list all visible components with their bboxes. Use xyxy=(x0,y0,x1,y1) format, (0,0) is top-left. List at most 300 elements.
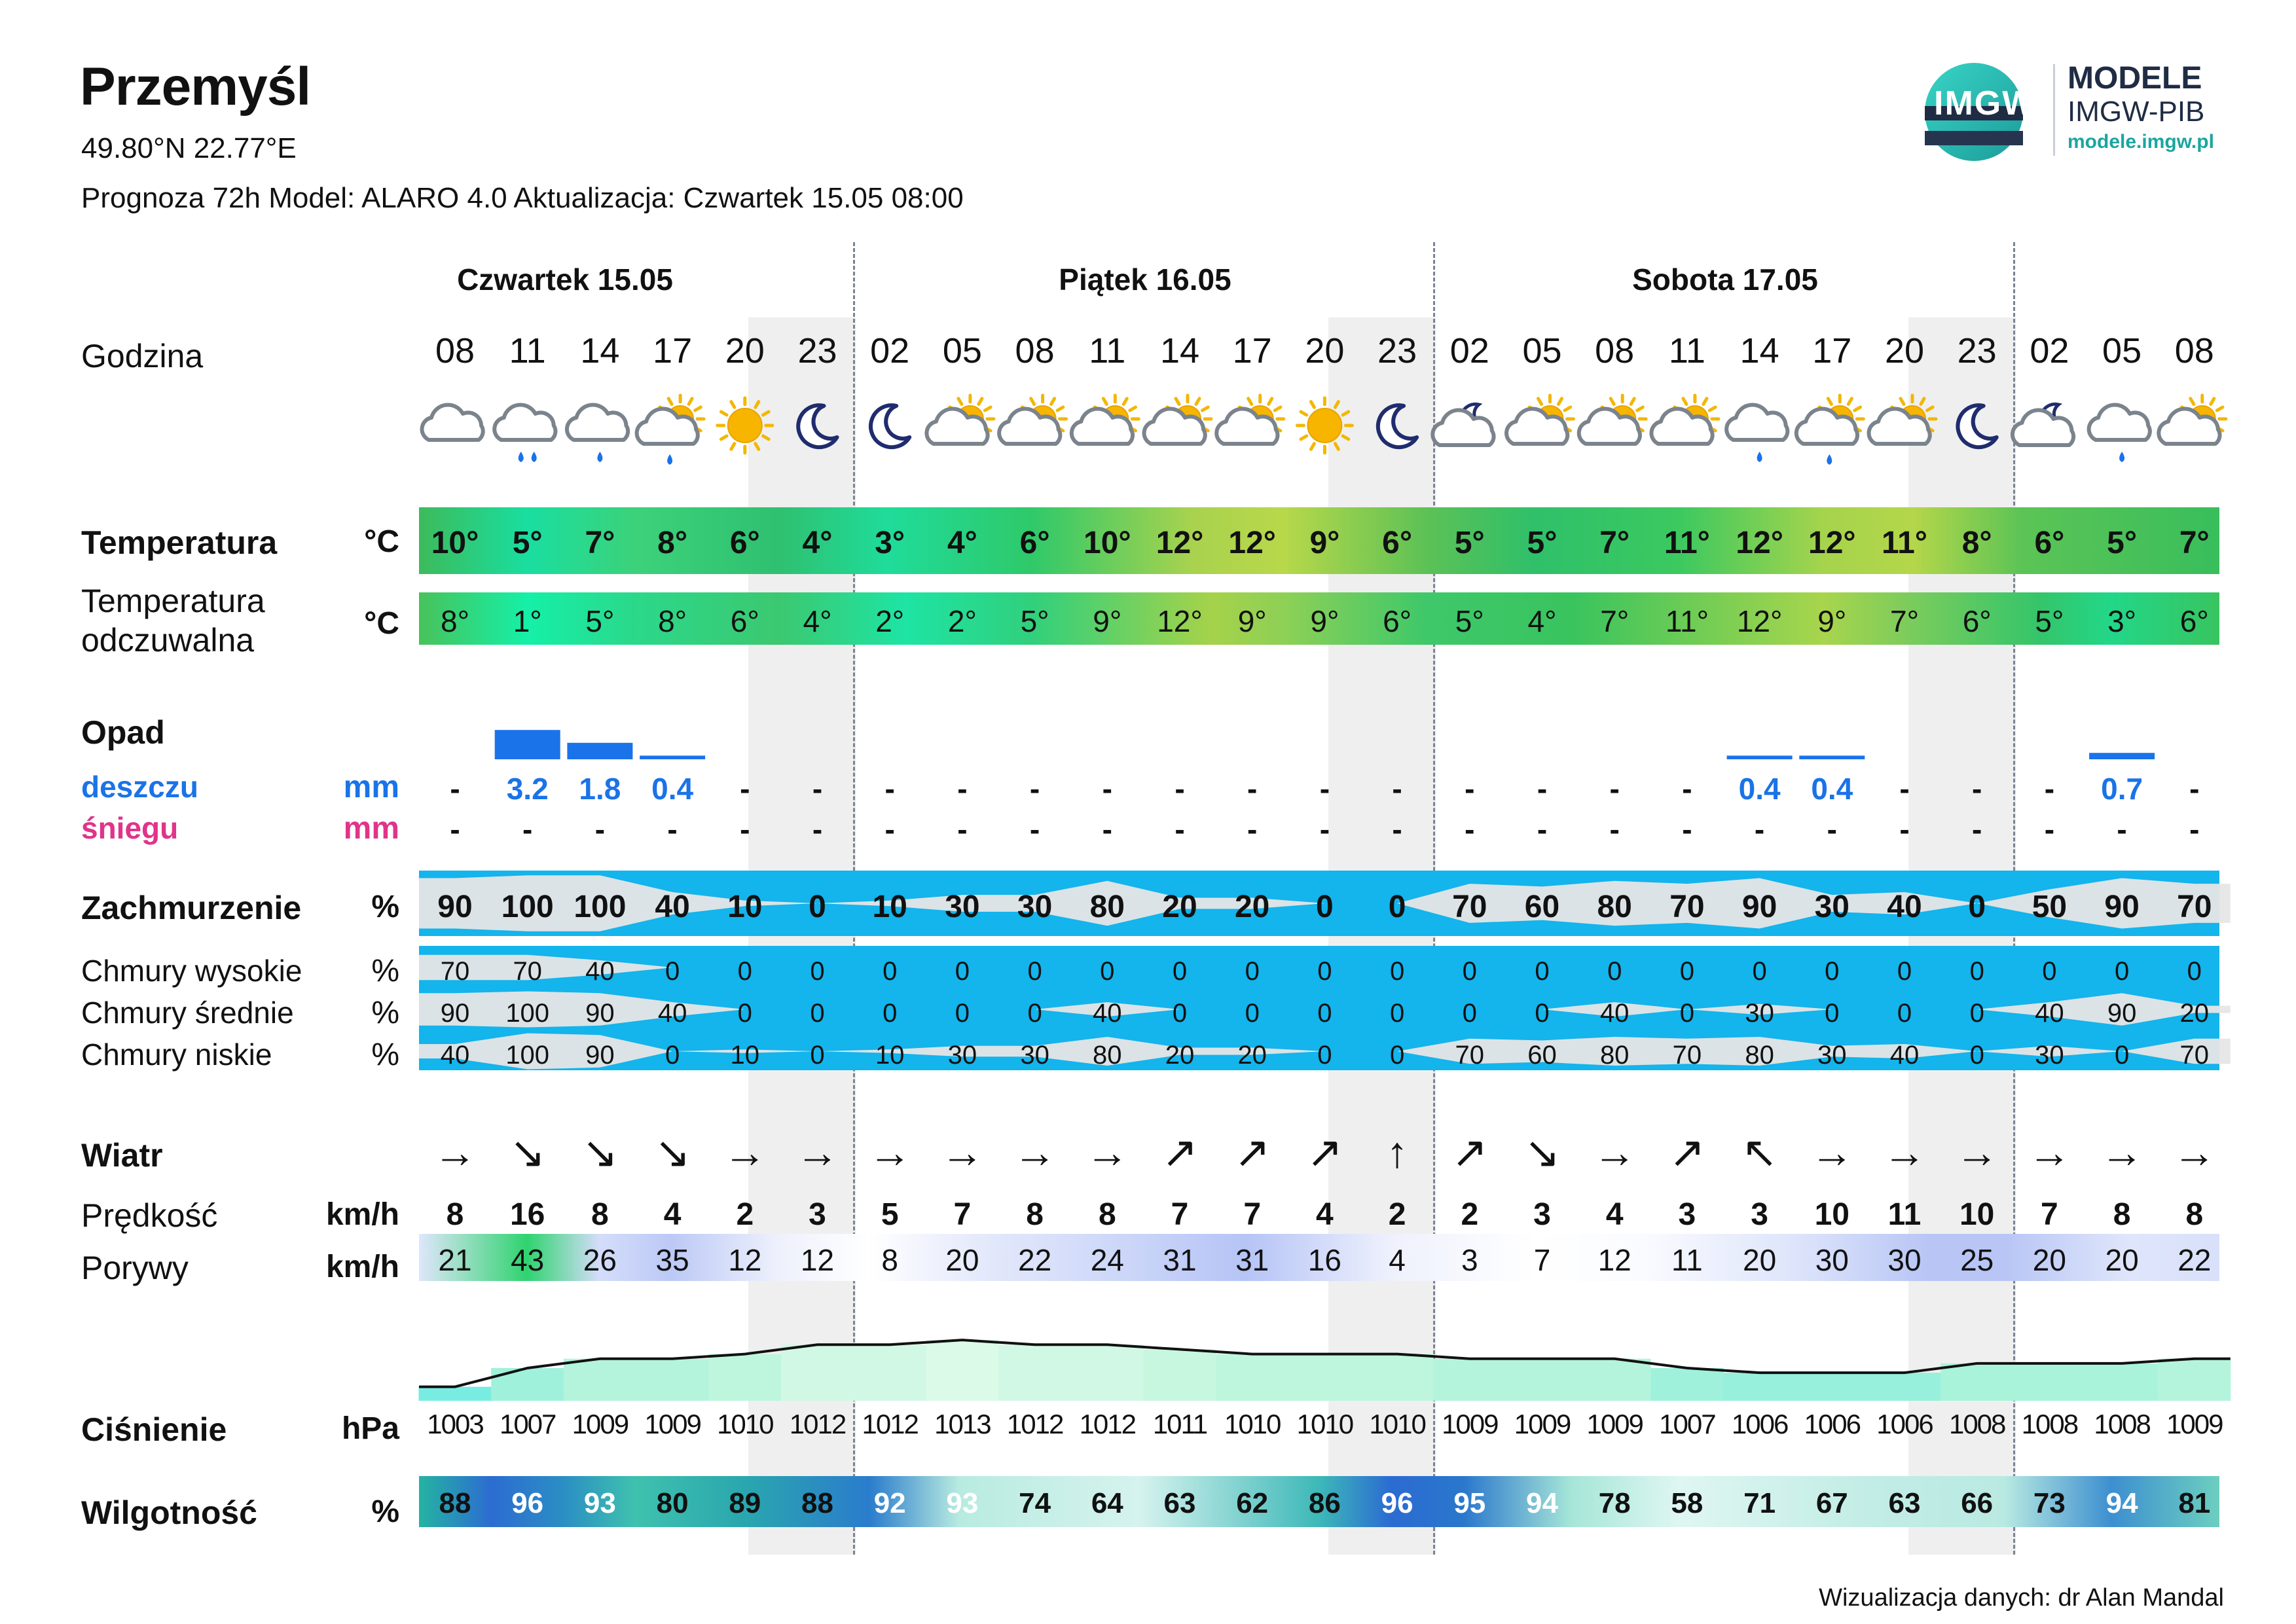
wind-arrow: ↘ xyxy=(1523,1128,1561,1176)
gust-cell: 35 xyxy=(655,1243,689,1277)
wind-speed-cell: 5 xyxy=(881,1197,899,1232)
label-hour: Godzina xyxy=(81,338,204,374)
temperature-cell: 12° xyxy=(1808,526,1856,560)
hour-cell: 05 xyxy=(2102,331,2142,370)
snow-cell: - xyxy=(522,812,533,846)
wind-arrow: → xyxy=(2172,1128,2216,1176)
label-pressure: Ciśnienie xyxy=(81,1411,227,1448)
day-header-thursday: Czwartek 15.05 xyxy=(457,262,673,297)
wind-arrow: → xyxy=(868,1128,912,1176)
cloud-high-cell: 40 xyxy=(585,957,615,986)
feels-like-cell: 5° xyxy=(1455,604,1484,638)
wind-speed-cell: 4 xyxy=(1316,1197,1334,1232)
temperature-cell: 7° xyxy=(585,526,615,560)
cloud-total-cell: 100 xyxy=(501,890,554,924)
unit-cloud-mid: % xyxy=(371,996,399,1030)
feels-like-cell: 6° xyxy=(2179,604,2209,638)
feels-like-cell: 3° xyxy=(2107,604,2137,638)
moon-icon xyxy=(798,405,837,447)
snow-cell: - xyxy=(1029,812,1040,846)
humidity-cell: 93 xyxy=(946,1487,979,1519)
footer-credit: Wizualizacja danych: dr Alan Mandal xyxy=(1819,1584,2224,1612)
cloud-mid-cell: 0 xyxy=(1245,999,1260,1028)
pressure-area xyxy=(998,1344,1071,1401)
pressure-cell: 1008 xyxy=(2021,1409,2078,1439)
cloud-total-cell: 20 xyxy=(1162,890,1197,924)
hour-cell: 14 xyxy=(1159,331,1200,370)
cloud-total-cell: 0 xyxy=(1968,890,1986,924)
pressure-cell: 1010 xyxy=(1369,1409,1425,1439)
temperature-cell: 6° xyxy=(1019,526,1050,560)
humidity-cell: 95 xyxy=(1453,1487,1486,1519)
wind-speed-cell: 7 xyxy=(2041,1197,2058,1232)
snow-cell: - xyxy=(1319,812,1330,846)
gust-cell: 30 xyxy=(1815,1243,1849,1277)
location-title: Przemyśl xyxy=(80,57,311,117)
pressure-area xyxy=(926,1340,998,1401)
cloud-low-cell: 80 xyxy=(1745,1041,1774,1070)
wind-speed-cell: 2 xyxy=(736,1197,754,1232)
temperature-cell: 7° xyxy=(2179,526,2210,560)
cloud-high-cell: 0 xyxy=(955,957,970,986)
cloud-total-cell: 60 xyxy=(1524,890,1560,924)
hour-cell: 23 xyxy=(1377,331,1417,370)
wind-arrow: → xyxy=(2100,1128,2144,1176)
humidity-cell: 58 xyxy=(1671,1487,1704,1519)
cloud-total-cell: 90 xyxy=(2104,890,2140,924)
cloud-total-cell: 0 xyxy=(1388,890,1406,924)
gust-cell: 12 xyxy=(1597,1243,1631,1277)
sun-cloud-icon xyxy=(1579,395,1646,444)
hour-cell: 17 xyxy=(1812,331,1852,370)
humidity-cell: 94 xyxy=(1526,1487,1558,1519)
snow-cell: - xyxy=(1827,812,1837,846)
humidity-cell: 88 xyxy=(439,1487,471,1519)
pressure-area xyxy=(1578,1359,1651,1401)
wind-speed-cell: 10 xyxy=(1959,1197,1995,1232)
cloud-mid-cell: 0 xyxy=(810,999,825,1028)
hour-cell: 08 xyxy=(1595,331,1635,370)
gust-cell: 16 xyxy=(1307,1243,1341,1277)
snow-cell: - xyxy=(957,812,968,846)
cloud-mid-cell: 0 xyxy=(1825,999,1840,1028)
gust-cell: 31 xyxy=(1163,1243,1197,1277)
temperature-cell: 4° xyxy=(947,526,977,560)
cloud-icon xyxy=(422,405,483,440)
rain-cell: - xyxy=(740,772,750,806)
unit-cloud-high: % xyxy=(371,954,399,988)
gust-cell: 22 xyxy=(1018,1243,1052,1277)
wind-arrow: ↘ xyxy=(581,1128,619,1176)
humidity-cell: 71 xyxy=(1743,1487,1776,1519)
hour-cell: 14 xyxy=(580,331,620,370)
unit-snow: mm xyxy=(343,811,399,846)
temperature-cell: 10° xyxy=(431,526,479,560)
pressure-cell: 1010 xyxy=(1296,1409,1353,1439)
cloud-high-cell: 70 xyxy=(440,957,470,986)
unit-gust: km/h xyxy=(325,1250,399,1284)
cloud-mid-cell: 0 xyxy=(1172,999,1188,1028)
rain-cell: - xyxy=(1319,772,1330,806)
temperature-cell: 12° xyxy=(1228,526,1276,560)
label-feels-like: Temperatura odczuwalna xyxy=(81,583,265,659)
temperature-cell: 12° xyxy=(1736,526,1783,560)
cloud-mid-cell: 0 xyxy=(1535,999,1550,1028)
temperature-cell: 9° xyxy=(1309,526,1340,560)
gust-cell: 31 xyxy=(1235,1243,1269,1277)
hour-cell: 23 xyxy=(797,331,837,370)
cloud-mid-cell: 0 xyxy=(1679,999,1695,1028)
humidity-cell: 88 xyxy=(801,1487,833,1519)
temperature-cell: 5° xyxy=(1527,526,1558,560)
wind-arrow: ↗ xyxy=(1161,1128,1198,1176)
cloud-high-cell: 0 xyxy=(1679,957,1695,986)
cloud-low-cell: 0 xyxy=(810,1041,825,1070)
humidity-cell: 96 xyxy=(1381,1487,1413,1519)
cloud-mid-cell: 0 xyxy=(1897,999,1912,1028)
hour-cell: 02 xyxy=(870,331,910,370)
pressure-cell: 1006 xyxy=(1876,1409,1933,1439)
gust-cell: 20 xyxy=(2105,1243,2139,1277)
weather-icons-layer xyxy=(422,395,2226,465)
sun-icon xyxy=(718,398,773,453)
forecast-meta: Prognoza 72h Model: ALARO 4.0 Aktualizacja: Czwartek 15.05 08:00 xyxy=(81,182,964,214)
pressure-area xyxy=(2013,1363,2086,1401)
cloud-low-cell: 30 xyxy=(1817,1041,1847,1070)
rain-cell: - xyxy=(812,772,823,806)
sun-cloud-icon xyxy=(1144,395,1211,444)
label-temperature: Temperatura xyxy=(81,524,278,561)
feels-like-cell: 5° xyxy=(1020,604,1049,638)
rain-bar xyxy=(1799,755,1865,759)
rain-cell: 0.4 xyxy=(1738,772,1781,806)
hour-cell: 14 xyxy=(1740,331,1779,370)
snow-cell: - xyxy=(1609,812,1620,846)
cloud-low-cell: 0 xyxy=(665,1041,680,1070)
wind-speed-cell: 2 xyxy=(1388,1197,1406,1232)
cloud-high-cell: 0 xyxy=(1825,957,1840,986)
hour-cell: 20 xyxy=(1305,331,1345,370)
cloud-low-cell: 70 xyxy=(1455,1041,1485,1070)
snow-cell: - xyxy=(1465,812,1475,846)
pressure-area xyxy=(419,1387,492,1401)
snow-cell: - xyxy=(1682,812,1692,846)
gust-cell: 12 xyxy=(728,1243,762,1277)
cloud-total-cell: 30 xyxy=(1814,890,1850,924)
cloud-high-cell: 0 xyxy=(665,957,680,986)
cloud-total-cell: 80 xyxy=(1597,890,1632,924)
wind-arrow: ↘ xyxy=(654,1128,691,1176)
label-rain: deszczu xyxy=(81,770,198,804)
cloud-low-cell: 80 xyxy=(1599,1041,1630,1070)
hour-cell: 02 xyxy=(2030,331,2069,370)
cloud-low-cell: 0 xyxy=(2114,1041,2130,1070)
rain-cell: - xyxy=(2044,772,2055,806)
gust-cell: 22 xyxy=(2178,1243,2212,1277)
moon-icon xyxy=(1958,405,1996,447)
wind-speed-cell: 8 xyxy=(591,1197,609,1232)
hour-cell: 05 xyxy=(1522,331,1562,370)
cloud-total-cell: 70 xyxy=(1669,890,1705,924)
hour-cell: 05 xyxy=(942,331,982,370)
humidity-cell: 78 xyxy=(1598,1487,1631,1519)
sun-cloud-icon xyxy=(926,395,993,444)
cloud-high-cell: 0 xyxy=(1245,957,1260,986)
sun-cloud-icon xyxy=(999,395,1066,444)
humidity-cell: 89 xyxy=(729,1487,761,1519)
wind-speed-cell: 8 xyxy=(446,1197,464,1232)
cloud-total-cell: 80 xyxy=(1089,890,1125,924)
feels-like-cell: 2° xyxy=(947,604,977,638)
humidity-cell: 74 xyxy=(1019,1487,1051,1519)
wind-speed-cell: 3 xyxy=(1678,1197,1696,1232)
gust-cell: 11 xyxy=(1671,1243,1703,1277)
snow-cell: - xyxy=(1247,812,1258,846)
feels-like-cell: 4° xyxy=(1527,604,1557,638)
gust-cell: 20 xyxy=(1743,1243,1777,1277)
temperature-cell: 5° xyxy=(2107,526,2138,560)
pressure-cell: 1009 xyxy=(1514,1409,1571,1439)
snow-cell: - xyxy=(884,812,895,846)
humidity-cell: 93 xyxy=(583,1487,616,1519)
cloud-high-cell: 0 xyxy=(2114,957,2130,986)
rain-cell: - xyxy=(1465,772,1475,806)
wind-speed-cell: 7 xyxy=(953,1197,972,1232)
cloud-total-cell: 20 xyxy=(1234,890,1270,924)
feels-like-cell: 11° xyxy=(1665,604,1709,638)
pressure-cell: 1006 xyxy=(1731,1409,1788,1439)
cloud-low-cell: 10 xyxy=(875,1041,905,1070)
wind-arrow: ↘ xyxy=(509,1128,546,1176)
humidity-cell: 73 xyxy=(2033,1487,2066,1519)
snow-cell: - xyxy=(1102,812,1112,846)
humidity-cell: 81 xyxy=(2178,1487,2211,1519)
rain-cell: 0.4 xyxy=(1811,772,1853,806)
unit-speed: km/h xyxy=(325,1197,399,1232)
cloud-high-cell: 0 xyxy=(810,957,825,986)
cloud-high-cell: 0 xyxy=(737,957,752,986)
label-gust: Porywy xyxy=(81,1250,189,1286)
pressure-chart-layer xyxy=(419,1340,2231,1401)
unit-cloud: % xyxy=(371,890,399,924)
humidity-cell: 67 xyxy=(1815,1487,1848,1519)
feels-like-cell: 7° xyxy=(1890,604,1919,638)
pressure-area xyxy=(1650,1368,1723,1401)
snow-cell: - xyxy=(594,812,606,846)
humidity-cell: 80 xyxy=(656,1487,689,1519)
pressure-cell: 1013 xyxy=(934,1409,991,1439)
pressure-area xyxy=(1144,1349,1216,1401)
cloud-low-cell: 30 xyxy=(2035,1041,2064,1070)
rain-cell: - xyxy=(1029,772,1040,806)
rain-cell: - xyxy=(1899,772,1910,806)
pressure-cell: 1008 xyxy=(2094,1409,2150,1439)
cloud-low-cell: 90 xyxy=(585,1041,615,1070)
wind-arrow: → xyxy=(1085,1128,1129,1176)
snow-cell: - xyxy=(1537,812,1548,846)
sun-cloud-icon xyxy=(1072,395,1139,444)
cloud-total-cell: 0 xyxy=(1316,890,1334,924)
humidity-cell: 94 xyxy=(2105,1487,2138,1519)
cloud-low-cell: 60 xyxy=(1527,1041,1557,1070)
hour-cell: 11 xyxy=(509,331,546,370)
cloud-mid-cell: 40 xyxy=(657,999,687,1028)
cloud-total-cell: 30 xyxy=(1017,890,1053,924)
rain-cell: - xyxy=(2189,772,2200,806)
cloud-mid-cell: 0 xyxy=(1317,999,1332,1028)
rain-bar xyxy=(495,730,560,759)
cloud-low-cell: 0 xyxy=(1317,1041,1332,1070)
cloud-high-cell: 0 xyxy=(1607,957,1622,986)
snow-cell: - xyxy=(1392,812,1402,846)
wind-arrow: → xyxy=(1883,1128,1926,1176)
rain-cell: - xyxy=(1175,772,1185,806)
moon-icon xyxy=(1378,405,1417,447)
unit-temperature: °C xyxy=(364,524,399,559)
pressure-cell: 1010 xyxy=(717,1409,773,1439)
pressure-cell: 1009 xyxy=(2166,1409,2223,1439)
hour-cell: 11 xyxy=(1089,331,1126,370)
feels-like-cell: 6° xyxy=(1383,604,1412,638)
rain-cell: - xyxy=(1102,772,1112,806)
pressure-cell: 1007 xyxy=(499,1409,556,1439)
humidity-cell: 63 xyxy=(1163,1487,1196,1519)
cloud-mid-cell: 40 xyxy=(1093,999,1122,1028)
cloud-low-cell: 70 xyxy=(1672,1041,1702,1070)
rain-cell: - xyxy=(1537,772,1548,806)
rain-cell: - xyxy=(450,772,460,806)
pressure-cell: 1012 xyxy=(1079,1409,1136,1439)
wind-arrow: ↗ xyxy=(1451,1128,1488,1176)
sun-cloud-icon xyxy=(1869,395,1936,444)
temperature-cell: 6° xyxy=(1382,526,1413,560)
temperature-cell: 5° xyxy=(512,526,543,560)
cloud-mid-cell: 30 xyxy=(1745,999,1774,1028)
cloud-total-cell: 70 xyxy=(1452,890,1487,924)
wind-arrow: → xyxy=(1810,1128,1854,1176)
rain-cell: - xyxy=(1247,772,1258,806)
rain-cell: - xyxy=(1972,772,1982,806)
cloud-low-cell: 30 xyxy=(947,1041,977,1070)
cloud-rain-icon xyxy=(567,405,628,462)
cloud-high-cell: 0 xyxy=(2042,957,2057,986)
cloud-mid-cell: 0 xyxy=(1462,999,1477,1028)
pressure-cell: 1009 xyxy=(644,1409,701,1439)
label-cloud-low: Chmury niskie xyxy=(81,1038,272,1072)
temperature-cell: 4° xyxy=(802,526,833,560)
cloud-total-cell: 40 xyxy=(655,890,690,924)
cloud-total-cell: 10 xyxy=(872,890,907,924)
wind-speed-cell: 8 xyxy=(1026,1197,1044,1232)
feels-like-cell: 12° xyxy=(1736,604,1783,638)
wind-arrow: → xyxy=(1013,1128,1057,1176)
rain-bar xyxy=(640,755,705,759)
cloud-total-cell: 50 xyxy=(2032,890,2068,924)
feels-like-cell: 9° xyxy=(1310,604,1339,638)
wind-arrow: → xyxy=(433,1128,477,1176)
cloud-high-cell: 0 xyxy=(1317,957,1332,986)
cloud-total-cell: 70 xyxy=(2177,890,2212,924)
cloud-low-cell: 70 xyxy=(2179,1041,2210,1070)
unit-rain: mm xyxy=(343,770,399,804)
cloud-mid-cell: 0 xyxy=(1027,999,1042,1028)
logo-url[interactable]: modele.imgw.pl xyxy=(2068,131,2214,153)
gust-cell: 30 xyxy=(1887,1243,1922,1277)
pressure-area xyxy=(1361,1354,1434,1401)
cloud-total-cell: 100 xyxy=(574,890,627,924)
cloud-low-cell: 40 xyxy=(1889,1041,1920,1070)
sun-icon xyxy=(1297,398,1352,453)
cloud-total-cell: 10 xyxy=(727,890,763,924)
wind-speed-cell: 8 xyxy=(2113,1197,2131,1232)
humidity-cell: 92 xyxy=(873,1487,906,1519)
gust-cell: 21 xyxy=(438,1243,472,1277)
cloud-low-cell: 100 xyxy=(505,1041,550,1070)
wind-arrow: → xyxy=(1593,1128,1637,1176)
snow-cell: - xyxy=(2117,812,2127,846)
label-cloud: Zachmurzenie xyxy=(81,890,302,926)
wind-speed-cell: 11 xyxy=(1887,1197,1922,1232)
pressure-area xyxy=(564,1359,636,1401)
pressure-area xyxy=(2086,1363,2159,1401)
day-header-saturday: Sobota 17.05 xyxy=(1632,262,1818,297)
cloud-high-cell: 0 xyxy=(1535,957,1550,986)
hour-cell: 17 xyxy=(1232,331,1272,370)
rain-cell: - xyxy=(1682,772,1692,806)
cloud-mid-cell: 40 xyxy=(1599,999,1630,1028)
feels-like-cell: 4° xyxy=(803,604,832,638)
pressure-area xyxy=(636,1359,709,1401)
cloud-low-cell: 0 xyxy=(1389,1041,1405,1070)
snow-cell: - xyxy=(1175,812,1185,846)
wind-speed-cell: 4 xyxy=(1605,1197,1624,1232)
pressure-cell: 1009 xyxy=(1586,1409,1643,1439)
temperature-cell: 5° xyxy=(1454,526,1485,560)
rain-bars-layer xyxy=(495,730,2155,759)
temperature-cell: 10° xyxy=(1084,526,1131,560)
pressure-area xyxy=(1433,1359,1506,1401)
wind-speed-cell: 3 xyxy=(1751,1197,1768,1232)
wind-arrow: → xyxy=(723,1128,767,1176)
moon-icon xyxy=(871,405,909,447)
gust-cell: 8 xyxy=(881,1243,898,1277)
pressure-cell: 1003 xyxy=(427,1409,483,1439)
coordinates: 49.80°N 22.77°E xyxy=(81,132,297,164)
cloud-high-cell: 70 xyxy=(513,957,542,986)
feels-like-cell: 5° xyxy=(2035,604,2064,638)
pressure-area xyxy=(1941,1363,2013,1401)
cloud-mid-cell: 20 xyxy=(2179,999,2210,1028)
rain-cell: 0.4 xyxy=(651,772,694,806)
cloud-mid-cell: 0 xyxy=(955,999,970,1028)
cloud-mid-cell: 0 xyxy=(1389,999,1405,1028)
rain-cell: - xyxy=(957,772,968,806)
hour-cell: 02 xyxy=(1449,331,1489,370)
cloud-high-cell: 0 xyxy=(1752,957,1767,986)
cloud-mid-cell: 90 xyxy=(2107,999,2137,1028)
wind-speed-cell: 16 xyxy=(509,1197,545,1232)
cloud-mid-cell: 90 xyxy=(585,999,615,1028)
wind-speed-cell: 3 xyxy=(1533,1197,1551,1232)
cloud-total-cell: 90 xyxy=(1741,890,1777,924)
gust-cell: 24 xyxy=(1090,1243,1124,1277)
rain-cell: 3.2 xyxy=(506,772,549,806)
cloud-high-cell: 0 xyxy=(1027,957,1042,986)
wind-arrow: ↗ xyxy=(1234,1128,1271,1176)
label-speed: Prędkość xyxy=(81,1197,218,1234)
moon-cloud-icon xyxy=(2013,404,2073,445)
pressure-area xyxy=(1796,1373,1868,1401)
